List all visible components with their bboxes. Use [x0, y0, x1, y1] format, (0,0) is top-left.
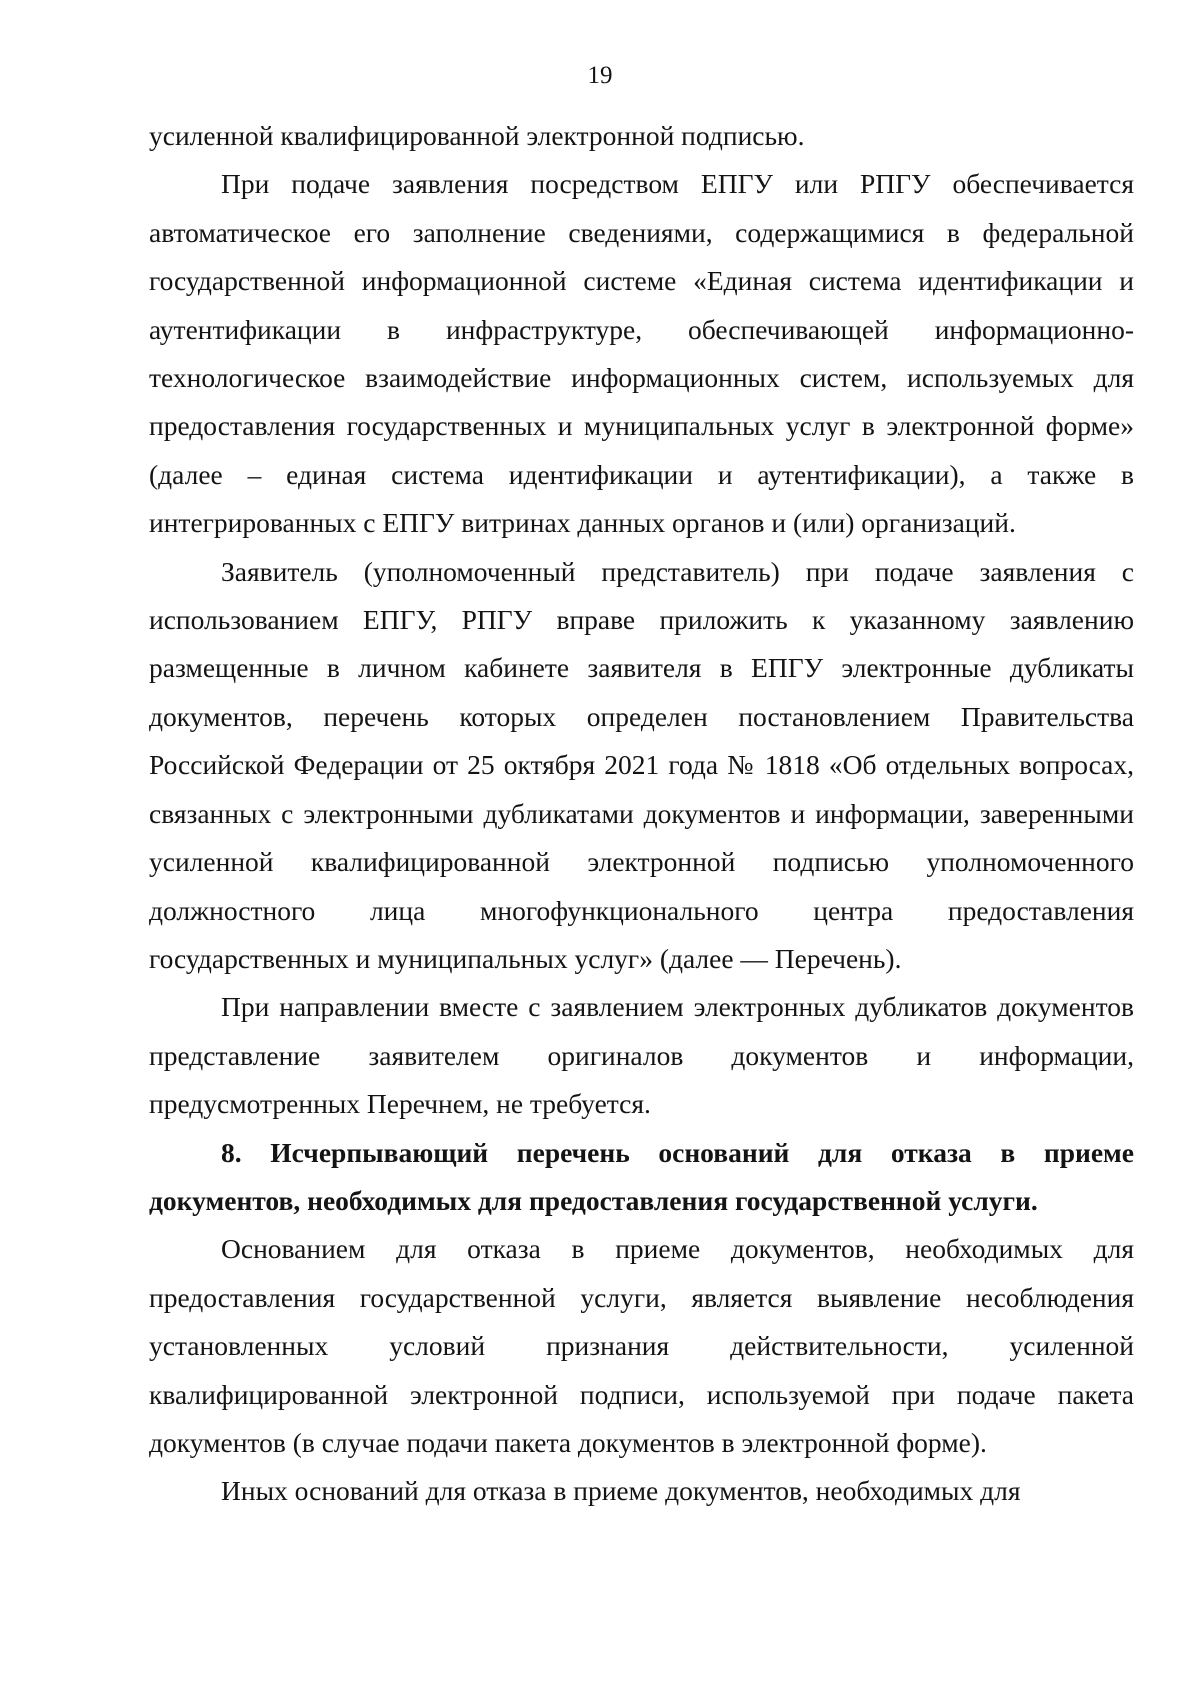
page-number: 19 — [587, 62, 613, 89]
paragraph-refusal-grounds: Основанием для отказа в приеме документов, необходимых для предоставления государственной услуги, является выявление несоблюдения установленных условий признания действительности, усиленной квалифицированной электронной подписи, используемой при подаче пакета документов (в случае подачи пакета документов в электронной форме). — [149, 1233, 1134, 1458]
paragraph-electronic-duplicates: Заявитель (уполномоченный представитель) при подаче заявления с использованием ЕПГУ, РПГУ вправе приложить к указанному заявлению размещенные в личном кабинете заявителя в ЕПГУ электронные дубликаты документов, перечень которых определен постановлением Правительства Российской Федерации от 25 октября 2021 года № 1818 «Об отдельных вопросах, связанных с электронными дубликатами документов и информации, заверенными усиленной квалифицированной электронной подписью уполномоченного должностного лица многофункционального центра предоставления государственных и муниципальных услуг» (далее — Перечень). — [149, 555, 1134, 974]
section-heading: 8. Исчерпывающий перечень оснований для отказа в приеме документов, необходимых для предоставления государственной услуги. — [149, 1136, 1134, 1216]
paragraph-continuation: усиленной квалифицированной электронной подписью. — [149, 120, 805, 151]
paragraph-other-grounds: Иных оснований для отказа в приеме документов, необходимых для — [221, 1475, 1021, 1507]
document-body — [149, 112, 1134, 1516]
paragraph-epgu-autofill: При подаче заявления посредством ЕПГУ или РПГУ обеспечивается автоматическое его заполнение сведениями, содержащимися в федеральной государственной информационной системе «Единая система идентификации и аутентификации в инфраструктуре, обеспечивающей информационно-технологическое взаимодействие информационных систем, используемых для предоставления государственных и муниципальных услуг в электронной форме» (далее – единая система идентификации и аутентификации), а также в интегрированных с ЕПГУ витринах данных органов и (или) организаций. — [149, 168, 1134, 539]
paragraph-originals-not-required: При направлении вместе с заявлением электронных дубликатов документов представление заявителем оригиналов документов и информации, предусмотренных Перечнем, не требуется. — [149, 991, 1134, 1120]
